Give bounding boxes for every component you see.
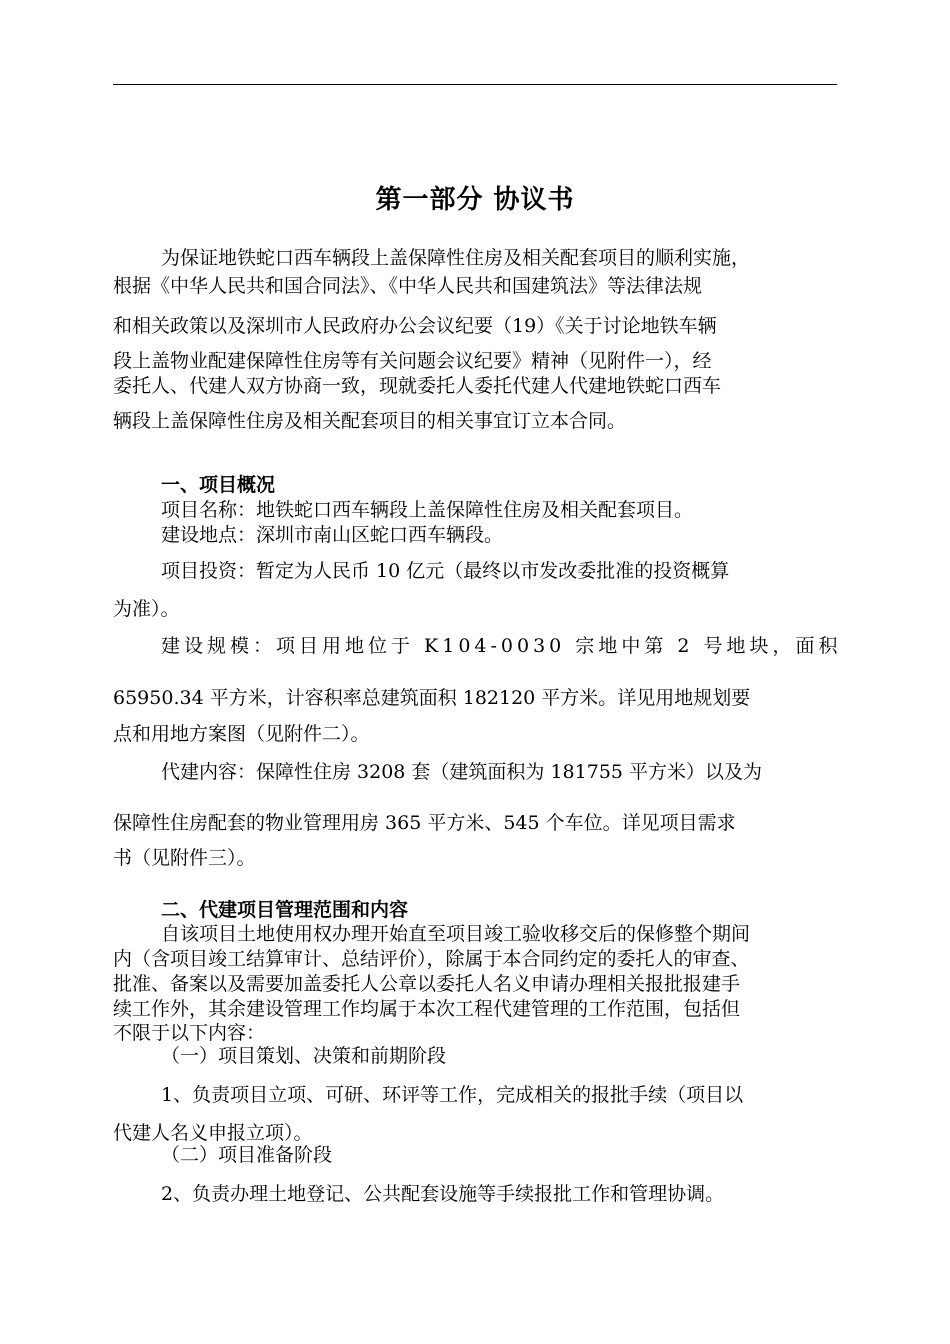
- preamble-line-1: 为保证地铁蛇口西车辆段上盖保障性住房及相关配套项目的顺利实施，: [161, 247, 751, 269]
- project-name-line: 项目名称：地铁蛇口西车辆段上盖保障性住房及相关配套项目。: [161, 499, 694, 521]
- preamble-line-2: 根据《中华人民共和国合同法》、《中华人民共和国建筑法》等法律法规: [113, 275, 703, 297]
- scope-intro-line-3: 批准、备案以及需要加盖委托人公章以委托人名义申请办理相关报批报建手: [113, 973, 741, 995]
- scope-intro-line-2: 内（含项目竣工结算审计、总结评价），除属于本合同约定的委托人的审查、: [113, 948, 750, 970]
- section-1-heading: 一、项目概况: [161, 474, 276, 496]
- sub-1-heading: （一）项目策划、决策和前期阶段: [161, 1045, 447, 1067]
- scope-intro-line-1: 自该项目土地使用权办理开始直至项目竣工验收移交后的保修整个期间: [161, 923, 751, 945]
- scope-intro-line-4: 续工作外，其余建设管理工作均属于本次工程代建管理的工作范围，包括但: [113, 998, 741, 1020]
- content-line-3: 书（见附件三）。: [113, 847, 256, 869]
- investment-line-1: 项目投资：暂定为人民币 10 亿元（最终以市发改委批准的投资概算: [161, 560, 730, 582]
- page-title: 第一部分 协议书: [375, 185, 575, 215]
- content-line-1: 代建内容：保障性住房 3208 套（建筑面积为 181755 平方米）以及为: [161, 761, 763, 783]
- location-line: 建设地点：深圳市南山区蛇口西车辆段。: [161, 524, 504, 546]
- scope-intro-line-5: 不限于以下内容：: [113, 1022, 266, 1044]
- investment-line-2: 为准）。: [113, 598, 180, 620]
- section-2-heading: 二、代建项目管理范围和内容: [161, 899, 409, 921]
- header-rule: [113, 84, 837, 85]
- preamble-line-4: 段上盖物业配建保障性住房等有关问题会议纪要》精神（见附件一），经: [113, 350, 712, 372]
- preamble-line-5: 委托人、代建人双方协商一致，现就委托人委托代建人代建地铁蛇口西车: [113, 375, 722, 397]
- scale-line-2: 65950.34 平方米，计容积率总建筑面积 182120 平方米。详见用地规划要: [113, 687, 751, 709]
- item-1-line-2: 代建人名义申报立项）。: [113, 1122, 313, 1144]
- preamble-line-6: 辆段上盖保障性住房及相关配套项目的相关事宜订立本合同。: [113, 410, 627, 432]
- preamble-line-3: 和相关政策以及深圳市人民政府办公会议纪要（19）《关于讨论地铁车辆: [113, 315, 717, 337]
- scale-line-3: 点和用地方案图（见附件二）。: [113, 723, 370, 745]
- scale-line-1: 建设规模：项目用地位于 K104-0030 宗地中第 2 号地块，面积: [161, 635, 842, 657]
- item-1-line-1: 1、负责项目立项、可研、环评等工作，完成相关的报批手续（项目以: [161, 1084, 744, 1106]
- sub-2-heading: （二）项目准备阶段: [161, 1144, 333, 1166]
- item-2-line-1: 2、负责办理土地登记、公共配套设施等手续报批工作和管理协调。: [161, 1183, 725, 1205]
- content-line-2: 保障性住房配套的物业管理用房 365 平方米、545 个车位。详见项目需求: [113, 812, 736, 834]
